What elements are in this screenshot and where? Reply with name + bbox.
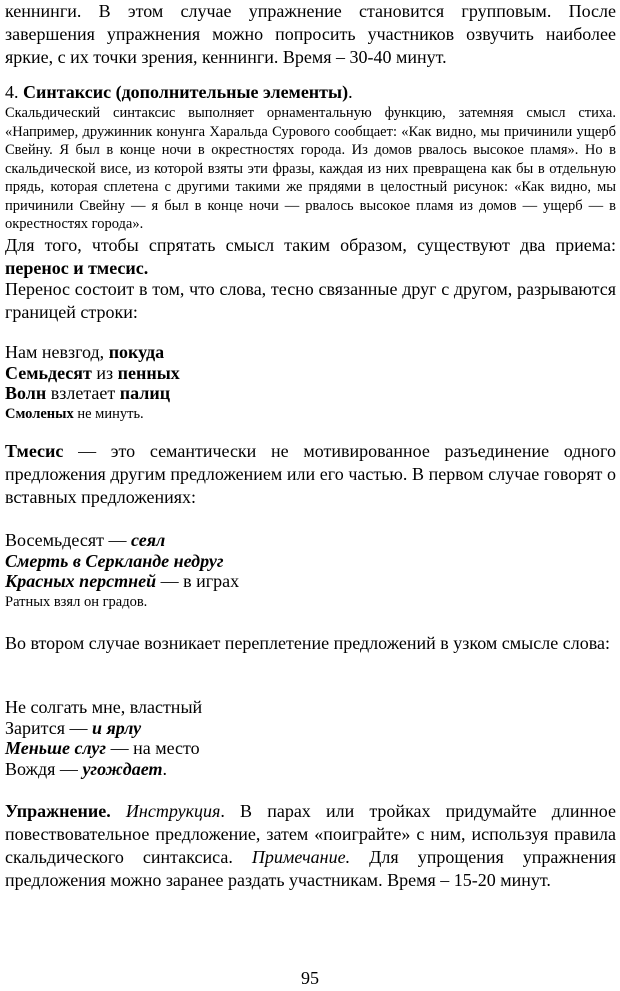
verse-line — [5, 759, 202, 780]
verse-text: Вождя — — [5, 758, 83, 779]
verse-bold-italic: Меньше слуг — [5, 738, 107, 758]
verse-bold-italic: Красных перстней — [5, 571, 157, 591]
exercise-text: . В парах или тройках придумайте длинное повествовательное предложение, затем «поиграйте» с ним, используя правила скальдического синтаксиса. — [5, 801, 617, 867]
section-heading — [5, 81, 616, 104]
verse-text: — на место — [106, 738, 200, 758]
exercise-paragraph — [5, 800, 616, 892]
verse-text: . — [162, 758, 167, 779]
verse-bold-italic: и ярлу — [92, 717, 142, 738]
quote-paragraph — [5, 104, 616, 234]
verse-line — [5, 530, 239, 551]
methods-text: Для того, чтобы спрятать смысл таким образом, существуют два приема: — [5, 235, 616, 255]
verse-line — [5, 404, 180, 425]
verse-tmesis — [5, 530, 239, 612]
verse-line — [5, 592, 239, 613]
verse-line — [5, 571, 239, 592]
verse-bold-italic: сеял — [130, 530, 166, 550]
second-case-text: Во втором случае возникает переплетение предложений в узком смысле слова: — [5, 633, 610, 653]
intro-text: кеннинги. В этом случае упражнение становится групповым. После завершения упражнения можно попросить участников озвучить наиболее яркие, с их точки зрения, кеннинги. Время – 30-40 минут. — [5, 1, 616, 67]
verse-line — [5, 697, 202, 718]
instruction-label: Инструкция — [125, 801, 221, 821]
verse-text: Восемьдесят — — [5, 530, 131, 550]
verse-text: не минуть. — [73, 405, 144, 422]
tmesis-paragraph — [5, 440, 616, 509]
intro-paragraph — [5, 0, 616, 69]
verse-line — [5, 551, 239, 572]
verse-line — [5, 383, 180, 404]
tmesis-text: — это семантически не мотивированное разъединение одного предложения другим предложением или его частью. В первом случае говорят о вставных предложениях: — [5, 441, 616, 507]
note-label: Примечание. — [251, 847, 351, 867]
page-number: 95 — [301, 968, 319, 988]
verse-bold: палиц — [119, 383, 171, 403]
verse-text: Не солгать мне, властный — [5, 697, 203, 717]
verse-text: Зарится — — [5, 717, 92, 738]
exercise-label: Упражнение. — [5, 801, 111, 821]
verse-text: взлетает — [46, 383, 120, 403]
verse-line — [5, 738, 202, 759]
verse-text: Нам невзгод, — [5, 342, 109, 362]
verse-bold: пенных — [117, 362, 180, 383]
verse-text: Ратных взял он градов. — [5, 593, 148, 610]
verse-interlace — [5, 697, 202, 779]
section-number: 4. — [5, 82, 19, 102]
verse-line — [5, 342, 180, 363]
verse-bold: покуда — [108, 342, 165, 362]
verse-bold-italic: Смерть в Серкланде недруг — [5, 550, 224, 571]
verse-text: из — [91, 362, 118, 383]
section-title: Синтаксис (дополнительные элементы) — [23, 82, 349, 102]
verse-bold: Смоленых — [5, 405, 74, 422]
exercise-note-text: Для упрощения упражнения предложения можно заранее раздать участникам. Время – 15-20 минут. — [5, 847, 616, 890]
perenos-text: Перенос состоит в том, что слова, тесно связанные друг с другом, разрываются границей строки: — [5, 279, 616, 322]
verse-bold: Волн — [5, 383, 47, 403]
tmesis-term: Тмесис — [5, 441, 64, 461]
verse-line — [5, 718, 202, 739]
methods-terms: перенос и тмесис. — [5, 258, 149, 278]
section-title-end: . — [348, 82, 353, 102]
verse-bold: Семьдесят — [5, 362, 92, 383]
verse-text: — в играх — [156, 571, 240, 591]
verse-line — [5, 363, 180, 384]
second-case-paragraph — [5, 632, 616, 655]
quote-text: Скальдический синтаксис выполняет орнаментальную функцию, затемняя смысл стиха. «Например, дружинник конунга Харальда Сурового сообщает: «Как видно, мы причинили ущерб Свейну. Я был в конце ночи в окрестностях города. Из домов рвалось высокое пламя». Но в скальдической висе, из которой взяты эти фразы, каждая из них превращена как бы в отдельную прядь, которая сплетена с другими такими же прядями в целостный рисунок: «Как видно, мы причинили Свейну — я был в конце ночи — рвалось высокое пламя из домов — ущерб — в окрестностях города». — [5, 105, 616, 232]
verse-perenos — [5, 342, 180, 424]
methods-paragraph — [5, 234, 616, 280]
verse-bold-italic: угождает — [82, 758, 163, 779]
perenos-paragraph — [5, 278, 616, 324]
